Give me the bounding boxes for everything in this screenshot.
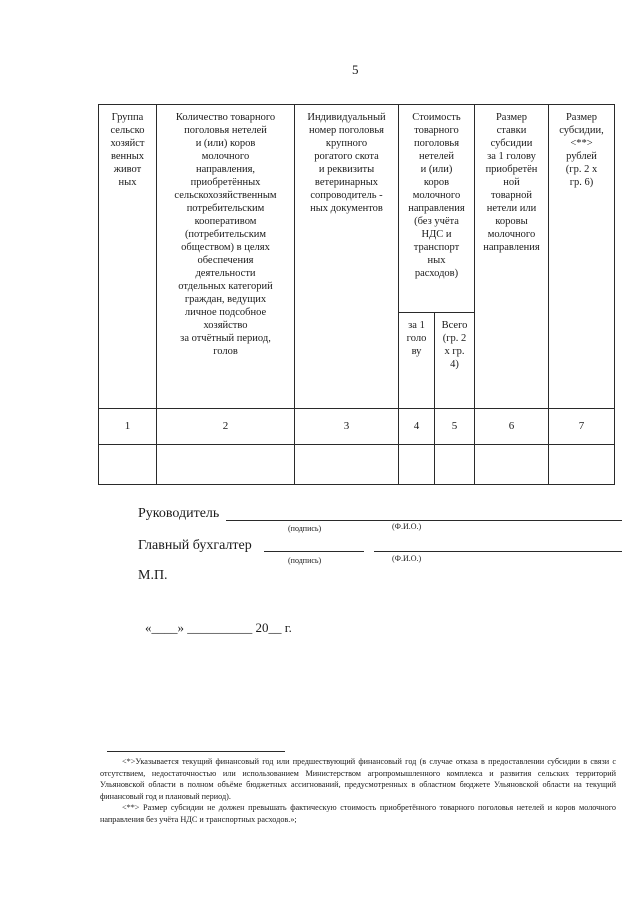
chief-accountant-label: Главный бухгалтер — [138, 538, 252, 553]
footnote-2: <**> Размер субсидии не должен превышать фактическую стоимость приобретённого товарного поголовья нетелей и коров молочного направления без учёта НДС и транспортных расходов.»; — [100, 803, 616, 824]
footnotes — [100, 756, 616, 825]
header-cost: Стоимость товарного поголовья нетелей и (или) коров молочного направления (без учёта НДС и транспорт ных расходов) — [399, 105, 475, 313]
footnote-1: <*>Указывается текущий финансовый год или предшествующий финансовый год (в случае отказа в предоставлении субсидии в связи с отсутствием, недостаточностью или использованием Министерством агропромышленного комплекса и развития сельских территорий Ульяновской области в полном объёме бюджетных ассигнований, предусмотренных в областном бюджете Ульяновской области на текущий финансовый год и плановый период). — [100, 757, 616, 801]
header-rate: Размер ставки субсидии за 1 голову приобретён ной товарной нетели или коровы молочного направления — [475, 105, 549, 409]
header-quantity: Количество товарного поголовья нетелей и (или) коров молочного направления, приобретённых сельскохозяйственным потребительским кооперативом (потребительским обществом) в целях обеспечения деятельности отдельных категорий граждан, ведущих личное подсобное хозяйство за отчётный период, голов — [157, 105, 295, 409]
table-row — [99, 445, 615, 485]
header-cost-total: Всего (гр. 2 х гр. 4) — [435, 313, 475, 409]
head-signature-line — [226, 505, 622, 521]
accountant-name-caption: (Ф.И.О.) — [392, 554, 422, 563]
subsidy-table — [98, 104, 615, 485]
accountant-signature-caption: (подпись) — [288, 556, 322, 565]
head-name-caption: (Ф.И.О.) — [392, 522, 422, 531]
column-number: 7 — [549, 409, 615, 445]
footnote-separator — [107, 751, 285, 752]
header-individual-number: Индивидуальный номер поголовья крупного рогатого скота и реквизиты ветеринарных сопроводитель - ных документов — [295, 105, 399, 409]
head-signature-caption: (подпись) — [288, 524, 322, 533]
seal-label: М.П. — [138, 568, 168, 583]
empty-cell — [399, 445, 435, 485]
accountant-signature-line — [264, 537, 364, 552]
column-number: 1 — [99, 409, 157, 445]
header-subsidy: Размер субсидии, <**> рублей (гр. 2 х гр. 6) — [549, 105, 615, 409]
empty-cell — [435, 445, 475, 485]
column-number: 6 — [475, 409, 549, 445]
header-group: Группа сельско хозяйст венных живот ных — [99, 105, 157, 409]
empty-cell — [295, 445, 399, 485]
accountant-name-line — [374, 537, 622, 552]
empty-cell — [549, 445, 615, 485]
date-line: «____» __________ 20__ г. — [145, 620, 292, 635]
header-cost-per-head: за 1 голо ву — [399, 313, 435, 409]
column-number: 3 — [295, 409, 399, 445]
empty-cell — [475, 445, 549, 485]
head-label: Руководитель — [138, 506, 220, 521]
page-number: 5 — [352, 62, 359, 77]
column-number: 4 — [399, 409, 435, 445]
column-number-row — [99, 409, 615, 445]
empty-cell — [99, 445, 157, 485]
column-number: 2 — [157, 409, 295, 445]
empty-cell — [157, 445, 295, 485]
column-number: 5 — [435, 409, 475, 445]
